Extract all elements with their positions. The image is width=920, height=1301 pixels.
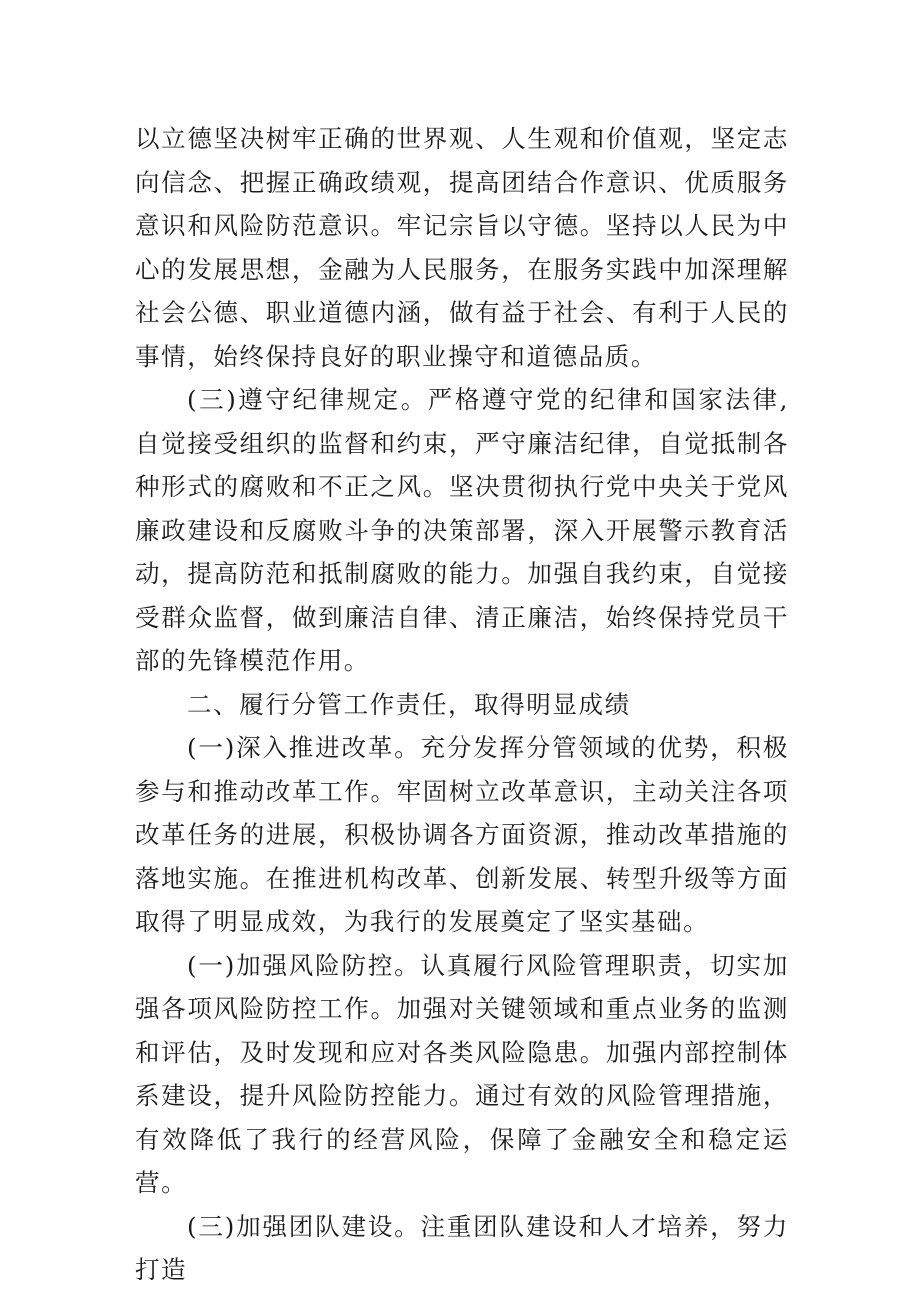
paragraph-reform: (一)深入推进改革。充分发挥分管领域的优势，积极参与和推动改革工作。牢固树立改革意识，主动关注各项改革任务的进展，积极协调各方面资源，推动改革措施的落地实施。在推进机构改革、创新发展、转型升级等方面取得了明显成效，为我行的发展奠定了坚实基础。 bbox=[135, 733, 789, 936]
paragraph-ethics-continuation: 以立德坚决树牢正确的世界观、人生观和价值观，坚定志向信念、把握正确政绩观，提高团结合作意识、优质服务意识和风险防范意识。牢记宗旨以守德。坚持以人民为中心的发展思想，金融为人民服务，在服务实践中加深理解社会公德、职业道德内涵，做有益于社会、有利于人民的事情，始终保持良好的职业操守和道德品质。 bbox=[135, 124, 789, 371]
document-body bbox=[135, 117, 789, 1292]
paragraph-discipline: (三)遵守纪律规定。严格遵守党的纪律和国家法律,自觉接受组织的监督和约束，严守廉洁纪律，自觉抵制各种形式的腐败和不正之风。坚决贯彻执行党中央关于党风廉政建设和反腐败斗争的决策部署，深入开展警示教育活动，提高防范和抵制腐败的能力。加强自我约束，自觉接受群众监督，做到廉洁自律、清正廉洁，始终保持党员干部的先锋模范作用。 bbox=[135, 385, 789, 675]
section-heading-duties: 二、履行分管工作责任，取得明显成绩 bbox=[187, 689, 631, 719]
paragraph-team-building: (三)加强团队建设。注重团队建设和人才培养，努力打造 bbox=[135, 1211, 789, 1284]
paragraph-risk-control: (一)加强风险防控。认真履行风险管理职责，切实加强各项风险防控工作。加强对关键领域和重点业务的监测和评估，及时发现和应对各类风险隐患。加强内部控制体系建设，提升风险防控能力。通过有效的风险管理措施，有效降低了我行的经营风险，保障了金融安全和稳定运营。 bbox=[135, 950, 789, 1197]
